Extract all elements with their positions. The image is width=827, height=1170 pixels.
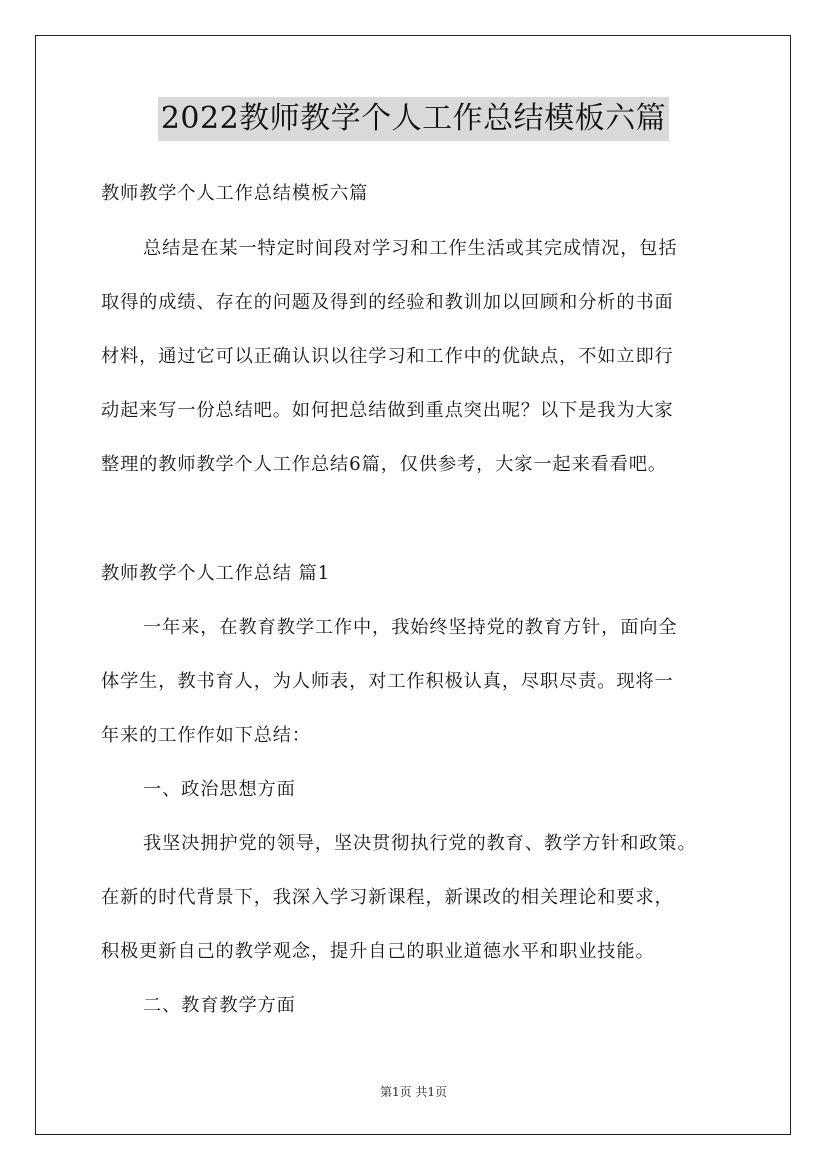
section1-line-1: 一年来，在教育教学工作中，我始终坚持党的教育方针，面向全 bbox=[143, 617, 678, 638]
intro-line-4: 动起来写一份总结吧。如何把总结做到重点突出呢？以下是我为大家 bbox=[101, 400, 674, 421]
subtitle: 教师教学个人工作总结模板六篇 bbox=[101, 183, 369, 204]
intro-line-5: 整理的教师教学个人工作总结6篇，仅供参考，大家一起来看看吧。 bbox=[101, 454, 668, 475]
page-number-label: 第1页 共1页 bbox=[379, 1085, 448, 1099]
sub1-heading: 一、政治思想方面 bbox=[143, 779, 296, 800]
page-footer bbox=[0, 1084, 827, 1100]
intro-line-3: 材料，通过它可以正确认识以往学习和工作中的优缺点，不如立即行 bbox=[101, 346, 674, 367]
sub1-line-1: 我坚决拥护党的领导，坚决贯彻执行党的教育、教学方针和政策。 bbox=[143, 833, 697, 854]
sub2-heading: 二、教育教学方面 bbox=[143, 995, 296, 1016]
sub1-line-3: 积极更新自己的教学观念，提升自己的职业道德水平和职业技能。 bbox=[101, 941, 655, 962]
title-container bbox=[0, 97, 827, 141]
section1-line-2: 体学生，教书育人，为人师表，对工作积极认真，尽职尽责。现将一 bbox=[101, 671, 674, 692]
intro-line-1: 总结是在某一特定时间段对学习和工作生活或其完成情况，包括 bbox=[143, 238, 678, 259]
section1-heading: 教师教学个人工作总结 篇1 bbox=[101, 563, 331, 584]
intro-line-2: 取得的成绩、存在的问题及得到的经验和教训加以回顾和分析的书面 bbox=[101, 292, 674, 313]
document-title: 2022教师教学个人工作总结模板六篇 bbox=[158, 97, 669, 141]
sub1-line-2: 在新的时代背景下，我深入学习新课程，新课改的相关理论和要求， bbox=[101, 887, 674, 908]
section1-line-3: 年来的工作作如下总结： bbox=[101, 725, 311, 746]
